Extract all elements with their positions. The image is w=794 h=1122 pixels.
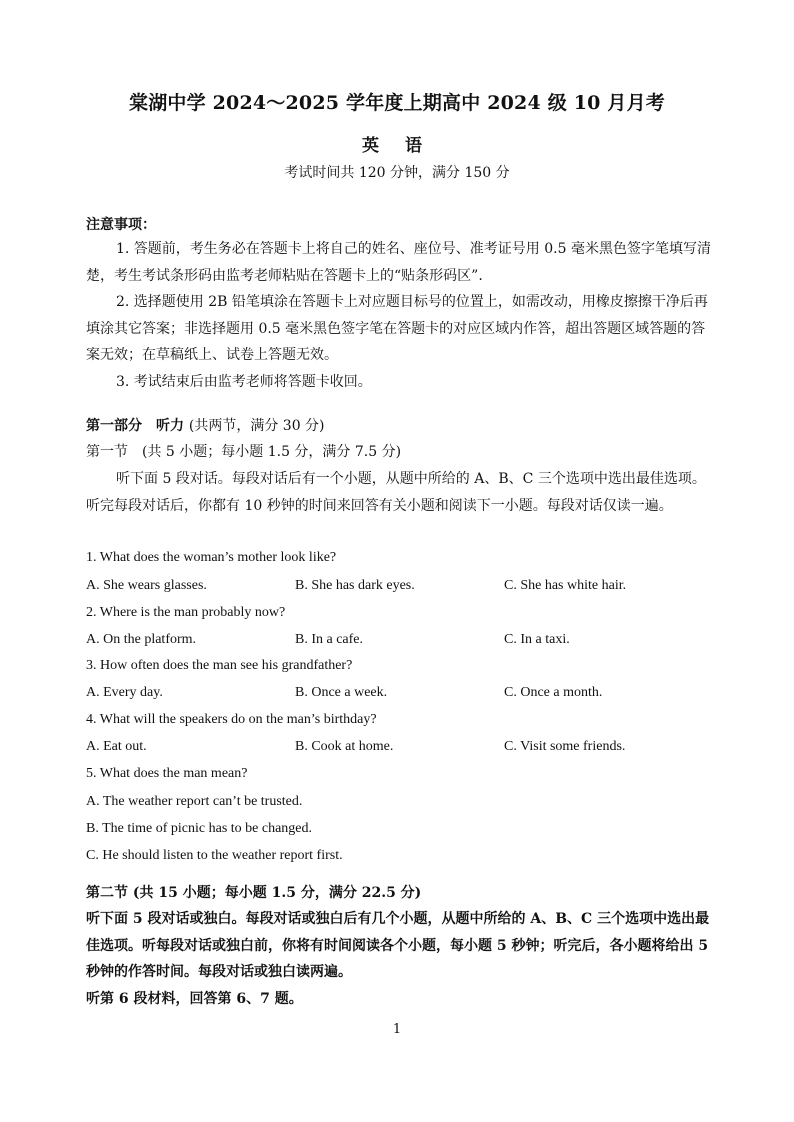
option-b: B. The time of picnic has to be changed. <box>86 821 313 836</box>
section-one-heading: 第一节 (共 5 小题；每小题 1.5 分，满分 7.5 分) <box>86 444 402 460</box>
option-b: B. In a cafe. <box>295 632 364 647</box>
section-two-heading: 第二节 (共 15 小题；每小题 1.5 分，满分 22.5 分) <box>86 885 422 901</box>
option-a: A. Every day. <box>86 685 163 700</box>
notes-heading: 注意事项： <box>86 217 156 233</box>
option-c: C. She has white hair. <box>504 578 627 593</box>
option-c: C. Visit some friends. <box>504 739 626 754</box>
part-one-note: (共两节，满分 30 分) <box>188 418 325 434</box>
question-stem: 4. What will the speakers do on the man’s birthday? <box>86 712 377 727</box>
option-a: A. Eat out. <box>86 739 147 754</box>
instruction-text: 听下面 5 段对话或独白。每段对话或独白后有几个小题，从题中所给的 A、B、C 三个选项中选出最佳选项。听每段对话或独白前，你将有时间阅读各个小题，每小题 5 秒钟；听完后，各小题将给出 5 秒钟的作答时间。每段对话或独白读两遍。 <box>86 911 710 980</box>
exam-title: 棠湖中学 2024～2025 学年度上期高中 2024 级 10 月月考 <box>129 92 665 114</box>
section-two-instruction <box>86 906 714 1012</box>
question-stem: 1. What does the woman’s mother look like? <box>86 550 337 565</box>
note-item: 1. 答题前，考生务必在答题卡上将自己的姓名、座位号、准考证号用 0.5 毫米黑色签字笔填写清楚，考生考试条形码由监考老师粘贴在答题卡上的“贴条形码区”. <box>86 241 711 284</box>
instruction-text: 听下面 5 段对话。每段对话后有一个小题，从题中所给的 A、B、C 三个选项中选出最佳选项。听完每段对话后，你都有 10 秒钟的时间来回答有关小题和阅读下一小题。每段对话仅读一遍。 <box>86 471 706 514</box>
option-b: B. Cook at home. <box>295 739 394 754</box>
note-item: 3. 考试结束后由监考老师将答题卡收回。 <box>116 373 372 390</box>
exam-info: 考试时间共 120 分钟，满分 150 分 <box>284 165 510 181</box>
question-stem: 3. How often does the man see his grandfather? <box>86 658 353 673</box>
page-number: 1 <box>392 1022 402 1037</box>
note-item: 2. 选择题使用 2B 铅笔填涂在答题卡上对应题目标号的位置上，如需改动，用橡皮擦擦干净后再填涂其它答案；非选择题用 0.5 毫米黑色签字笔在答题卡的对应区域内作答，超出答题区域答题的答案无效；在草稿纸上、试卷上答题无效。 <box>86 294 708 363</box>
option-b: B. She has dark eyes. <box>295 578 415 593</box>
section-one-instruction <box>86 466 714 519</box>
option-c: C. In a taxi. <box>504 632 570 647</box>
subject-title: 英 语 <box>362 136 432 156</box>
option-c: C. Once a month. <box>504 685 603 700</box>
question-stem: 2. Where is the man probably now? <box>86 605 286 620</box>
part-one-heading <box>86 413 714 440</box>
option-a: A. She wears glasses. <box>86 578 207 593</box>
question-stem: 5. What does the man mean? <box>86 766 248 781</box>
notes-list <box>86 236 714 395</box>
material-note: 听第 6 段材料，回答第 6、7 题。 <box>86 990 303 1007</box>
part-one-title: 第一部分 听力 <box>86 418 184 434</box>
option-b: B. Once a week. <box>295 685 388 700</box>
option-a: A. The weather report can’t be trusted. <box>86 794 303 809</box>
option-a: A. On the platform. <box>86 632 197 647</box>
option-c: C. He should listen to the weather report first. <box>86 848 343 863</box>
